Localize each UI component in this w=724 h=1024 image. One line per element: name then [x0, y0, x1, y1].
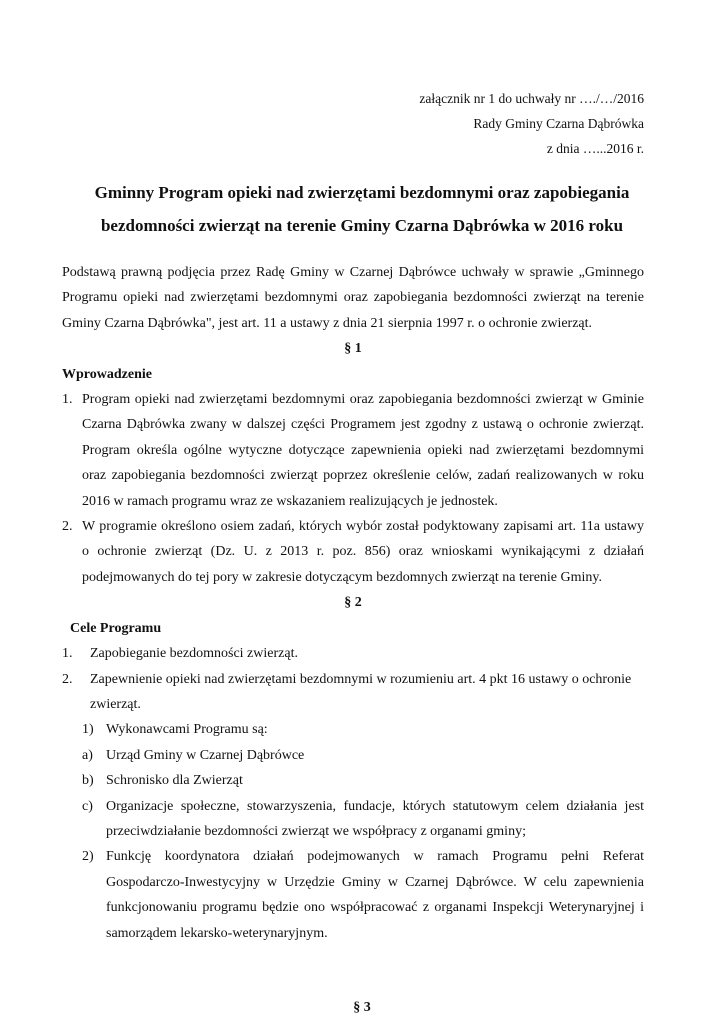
list-item-text: Zapobieganie bezdomności zwierząt.: [90, 646, 298, 662]
list-item-text: Program opieki nad zwierzętami bezdomnymi oraz zapobiegania bezdomności zwierząt w Gminie Czarna Dąbrówka zwany w dalszej części Programem jest zgodny z ustawą o ochronie zwierząt. Program określa ogólne wytyczne dotyczące zapewnienia opieki nad zwierzętami bezdomnymi oraz zapobiegania bezdomności zwierząt poprzez określenie celów, zadań realizowanych w roku 2016 w ramach programu wraz ze wskazaniem realizujących je jednostek.: [82, 392, 644, 509]
document-title: [60, 176, 664, 242]
section-1-mark: § 1: [344, 341, 362, 357]
sub-item-number: b): [82, 773, 94, 789]
list-item-text: W programie określono osiem zadań, których wybór został podyktowany zapisami art. 11a ustawy o ochronie zwierząt (Dz. U. z 2013 r. poz. 856) oraz wnioskami wynikającymi z działań podejmowanych do tej pory w zakresie dotyczącym bezdomnych zwierząt na terenie Gminy.: [82, 519, 644, 585]
list-item: [62, 667, 644, 718]
sub-list-item: [82, 717, 644, 742]
list-item: [62, 387, 644, 514]
sub-item-number: 1): [82, 722, 94, 738]
intro-paragraph: Podstawą prawną podjęcia przez Radę Gminy w Czarnej Dąbrówce uchwały w sprawie „Gminnego Programu opieki nad zwierzętami bezdomnymi oraz zapobiegania bezdomności zwierząt na terenie Gminy Czarna Dąbrówka", jest art. 11 a ustawy z dnia 21 sierpnia 1997 r. o ochronie zwierząt.: [62, 265, 644, 331]
sub-item-text: Funkcję koordynatora działań podejmowanych w ramach Programu pełni Referat Gospodarczo-Inwestycyjny w Urzędzie Gminy w Czarnej Dąbrówce. W celu zapewnienia funkcjonowaniu programu będzie ono współpracować z organami Inspekcji Weterynaryjnej i samorządem lekarsko-weterynaryjnym.: [106, 849, 644, 941]
section-3-mark: § 3: [353, 1000, 371, 1015]
section-2-mark: § 2: [344, 595, 362, 611]
sub-list-item: [82, 768, 644, 793]
sub-item-text: Urząd Gminy w Czarnej Dąbrówce: [106, 747, 305, 763]
list-item: [62, 514, 644, 590]
list-item: [62, 641, 644, 666]
sub-item-text: Organizacje społeczne, stowarzyszenia, fundacje, których statutowym celem działania jest przeciwdziałanie bezdomności zwierząt we współpracy z organami gminy;: [106, 798, 644, 839]
header-line-3: z dnia …...2016 r.: [546, 141, 644, 156]
list-item-number: 2.: [62, 671, 73, 687]
sub-item-number: 2): [82, 849, 94, 865]
sub-item-number: c): [82, 798, 93, 814]
list-item-number: 1.: [62, 392, 73, 408]
header-line-1: załącznik nr 1 do uchwały nr …./…/2016: [419, 91, 644, 106]
sub-list-item: [82, 794, 644, 845]
document-body: [62, 260, 644, 946]
sub-list-item: [82, 844, 644, 946]
sub-item-text: Schronisko dla Zwierząt: [106, 773, 243, 789]
section-2-heading: Cele Programu: [70, 620, 162, 636]
attachment-header: [419, 86, 644, 161]
sub-item-text: Wykonawcami Programu są:: [106, 722, 268, 738]
list-item-number: 2.: [62, 519, 73, 535]
sub-item-number: a): [82, 747, 93, 763]
title-line-2: bezdomności zwierząt na terenie Gminy Czarna Dąbrówka w 2016 roku: [100, 216, 624, 235]
sub-list-item: [82, 743, 644, 768]
list-item-text: Zapewnienie opieki nad zwierzętami bezdomnymi w rozumieniu art. 4 pkt 16 ustawy o ochronie zwierząt.: [90, 671, 632, 712]
header-line-2: Rady Gminy Czarna Dąbrówka: [473, 116, 644, 131]
section-1-heading: Wprowadzenie: [62, 366, 152, 382]
title-line-1: Gminny Program opieki nad zwierzętami bezdomnymi oraz zapobiegania: [94, 183, 630, 202]
list-item-number: 1.: [62, 646, 73, 662]
